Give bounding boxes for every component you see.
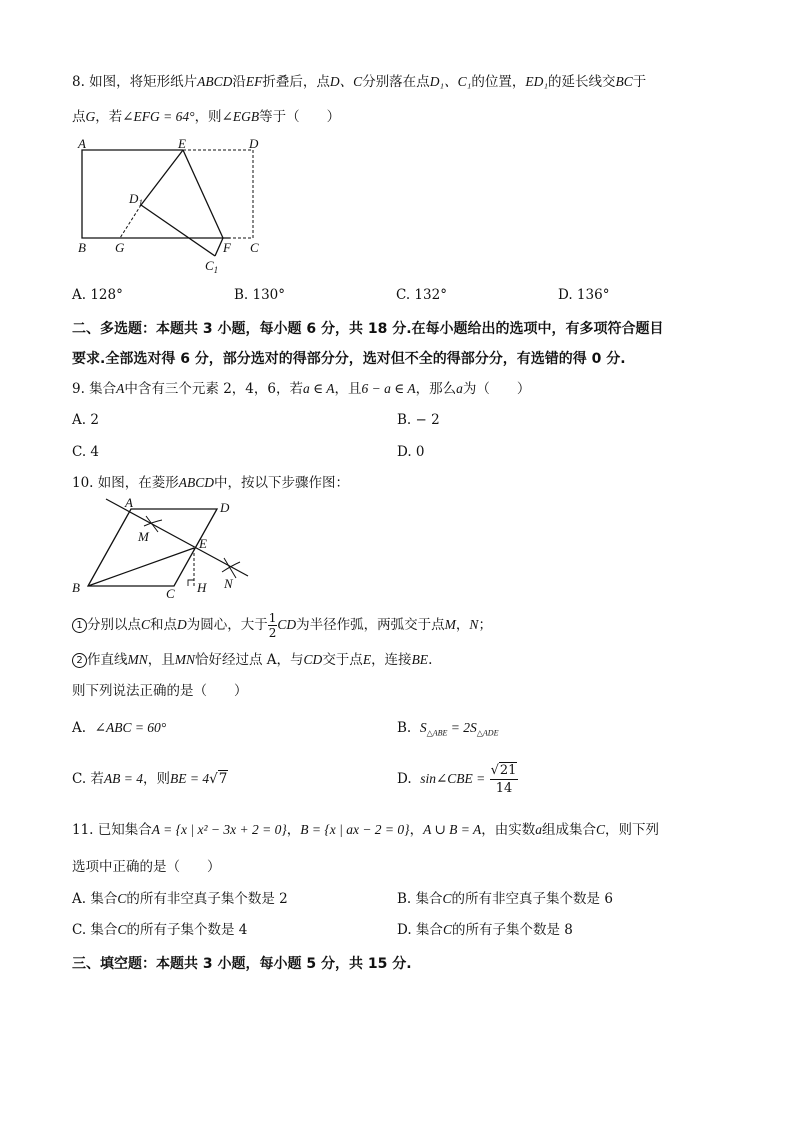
q8-line2: 点G，若∠EFG = 64°，则∠EGB等于（ ）: [72, 109, 341, 125]
q11-option-d[interactable]: D. 集合C的所有子集个数是 8: [397, 922, 573, 938]
q10-figure: [68, 496, 258, 602]
label-a: A: [78, 136, 86, 151]
label-c: C: [166, 586, 175, 601]
q8-option-a[interactable]: A. 128°: [72, 287, 123, 303]
q11-option-c[interactable]: C. 集合C的所有子集个数是 4: [72, 922, 248, 938]
q9-option-c[interactable]: C. 4: [72, 444, 100, 460]
q11-stem-line1: 11. 已知集合A = {x | x² − 3x + 2 = 0}，B = {x | ax − 2 = 0}，A ∪ B = A，由实数a组成集合C，则下列: [72, 822, 660, 838]
section2-heading-line1: 二、多选题：本题共 3 小题，每小题 6 分，共 18 分.在每小题给出的选项中，有多项符合题目: [72, 321, 664, 337]
q10-step1: 1 分别以点C和点D为圆心，大于 $\frac{1}{2}$ CD为半径作弧，两弧交于点M，N；: [72, 610, 492, 640]
fraction-sqrt21-over-14: $\frac{√21}{14}$: [490, 763, 517, 796]
fold-line-ef: [183, 150, 223, 238]
label-b: B: [78, 240, 86, 255]
step-number-2: 2: [72, 653, 87, 668]
right-angle-mark: [188, 580, 194, 586]
section2-heading-line2: 要求.全部选对得 6 分，部分选对的得部分分，选对但不全的得部分分，有选错的得 0 分.: [72, 351, 626, 367]
segment-ed1: [141, 150, 183, 205]
q10-option-c[interactable]: C. 若AB = 4，则BE = 4√7: [72, 771, 228, 787]
q8-option-c[interactable]: C. 132°: [396, 287, 447, 303]
label-e: E: [199, 536, 207, 551]
label-d1: $D_1$: [129, 191, 143, 208]
q10-ask: 则下列说法正确的是（ ）: [72, 683, 248, 699]
label-c: C: [250, 240, 259, 255]
q8-option-b[interactable]: B. 130°: [234, 287, 286, 303]
extension-d1g: [120, 205, 141, 238]
q9-option-d[interactable]: D. 0: [397, 444, 425, 460]
q8-line1: 8. 如图，将矩形纸片ABCD沿EF折叠后，点D、C分别落在点D₁、C₁的位置，ED₁的延长线交BC于: [72, 74, 647, 90]
q9-option-b[interactable]: B. − 2: [397, 412, 440, 428]
q10-stem: 10. 如图，在菱形ABCD中，按以下步骤作图：: [72, 475, 350, 491]
fraction-one-half: $\frac{1}{2}$: [268, 611, 277, 640]
step-number-1: 1: [72, 618, 87, 633]
dashed-original: [183, 150, 253, 238]
q10-step2: 2 作直线MN，且MN恰好经过点 A，与CD交于点E，连接BE.: [72, 651, 432, 669]
label-f: F: [223, 240, 231, 255]
q10-option-d[interactable]: D. sin∠CBE = $\frac{√21}{14}$: [397, 763, 517, 796]
segment-c1f: [215, 238, 223, 256]
q10-option-b[interactable]: B. $S_{\triangle ABE} = 2S_{\triangle ADE}$: [397, 720, 499, 738]
label-c1: $C_1$: [205, 258, 219, 275]
q11-option-a[interactable]: A. 集合C的所有非空真子集个数是 2: [72, 891, 288, 907]
label-a: A: [125, 496, 133, 510]
label-d: D: [220, 500, 230, 515]
q8-figure: [70, 136, 270, 276]
label-h: H: [197, 580, 207, 595]
q9-stem: 9. 集合A中含有三个元素 2，4，6，若a ∈ A，且6 − a ∈ A，那么a为（ ）: [72, 381, 531, 397]
segment-d1c1: [141, 205, 215, 256]
rhombus-abcd: [88, 509, 217, 586]
q8-option-d[interactable]: D. 136°: [558, 287, 610, 303]
arc-mark-n: [222, 558, 240, 578]
q10-option-a[interactable]: A. ∠ABC = 60°: [72, 720, 167, 736]
q9-option-a[interactable]: A. 2: [72, 412, 99, 428]
label-n: N: [224, 576, 233, 591]
section3-heading: 三、填空题：本题共 3 小题，每小题 5 分，共 15 分.: [72, 956, 412, 972]
q11-stem-line2: 选项中正确的是（ ）: [72, 859, 221, 875]
label-b: B: [72, 580, 80, 595]
rect-outline: [82, 150, 230, 238]
label-d: D: [249, 136, 259, 151]
q11-option-b[interactable]: B. 集合C的所有非空真子集个数是 6: [397, 891, 613, 907]
sqrt-7: √7: [209, 771, 228, 787]
label-g: G: [115, 240, 125, 255]
segment-be: [88, 548, 194, 586]
label-m: M: [138, 529, 149, 544]
label-e: E: [178, 136, 186, 151]
